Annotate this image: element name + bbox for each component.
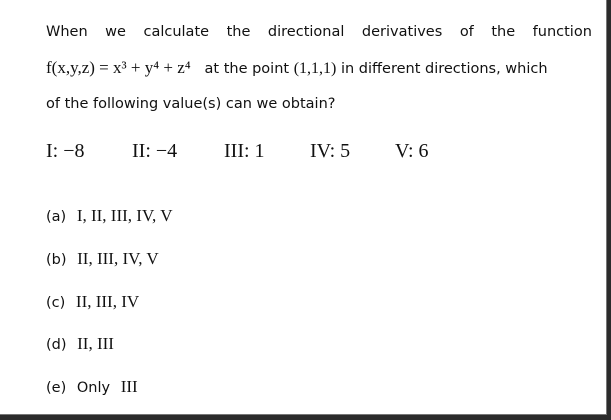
option-b[interactable] [46,249,159,269]
option-c[interactable] [46,292,139,312]
question-word: calculate [143,24,210,40]
question-word: When [46,24,88,40]
option-a[interactable] [46,206,173,226]
question-word: function [532,24,592,40]
option-answer: I, II, III, IV, V [76,206,173,225]
option-label: (c) [46,295,66,311]
question-word: we [105,24,126,40]
value-iii: III: 1 [224,140,265,162]
question-word: derivatives [361,24,443,40]
option-label: (b) [46,252,67,268]
question-line-2 [46,58,594,78]
question-text-point: at the point [204,61,290,77]
value-ii: II: −4 [132,140,178,162]
option-answer: II, III, IV, V [77,249,159,268]
option-label: (d) [46,337,67,353]
option-label: (e) [46,380,67,396]
question-word: of [459,24,474,40]
question-word: directional [267,24,345,40]
question-word: the [491,24,516,40]
option-d[interactable] [46,334,114,354]
option-label: (a) [46,209,67,225]
option-prefix: Only [76,380,111,396]
function-expression: f(x,y,z) = x³ + y⁴ + z⁴ [46,58,191,77]
question-text-tail: in different directions, which [340,61,548,77]
option-answer: II, III, IV [75,292,140,311]
value-v: V: 6 [395,140,429,162]
value-iv: IV: 5 [310,140,351,162]
question-line-3: of the following value(s) can we obtain? [46,96,336,112]
option-e[interactable] [46,377,138,397]
option-answer: III [120,377,138,396]
value-i: I: −8 [46,140,85,162]
question-word: the [226,24,251,40]
question-line-1 [46,24,592,40]
point-coordinates: (1,1,1) [293,60,337,77]
option-answer: II, III [77,334,114,353]
